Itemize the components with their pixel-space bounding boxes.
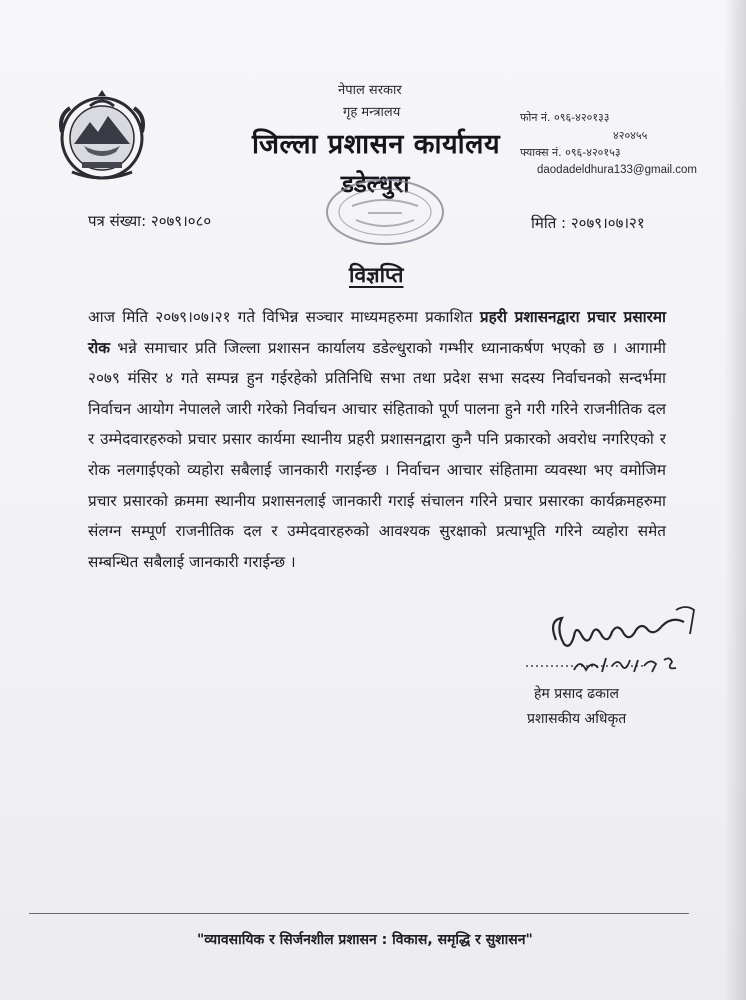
phone-number-2: ४२०४५५ bbox=[613, 129, 648, 142]
letter-number: पत्र संख्या: २०७९।०८० bbox=[88, 212, 212, 230]
notice-body-highlight: प्रहरी प्रशासनद्वारा प्रचार प्रसारमा रोक bbox=[88, 308, 666, 357]
district-name: डडेल्धुरा bbox=[341, 170, 410, 198]
notice-body bbox=[88, 302, 666, 577]
ministry-name: गृह मन्त्रालय bbox=[343, 105, 401, 120]
government-name: नेपाल सरकार bbox=[338, 83, 402, 98]
signatory-title: प्रशासकीय अधिकृत bbox=[527, 711, 627, 727]
letter-date: मिति : २०७९।०७।२१ bbox=[531, 214, 645, 232]
signatory-name: हेम प्रसाद ढकाल bbox=[534, 686, 619, 702]
notice-body-part2: भन्ने समाचार प्रति जिल्ला प्रशासन कार्यालय डडेल्धुराको गम्भीर ध्यानाकर्षण भएको छ । आगामी २०७९ मंसिर ४ गते सम्पन्न हुन गईरहेको प्रतिनिधि सभा तथा प्रदेश सभा सदस्य निर्वाचनको सन्दर्भमा निर्वाचन आयोग नेपालले जारी गरेको निर्वाचन आचार संहिताको पूर्ण पालना हुने गरी गरिने राजनीतिक दल र उम्मेदवारहरुको प्रचार प्रसार कार्यमा स्थानीय प्रहरी प्रशासनद्वारा कुनै पनि प्रकारको अवरोध नगरिएको र रोक नलगाईएको व्यहोरा सबैलाई जानकारी गराईन्छ । निर्वाचन आचार संहितामा व्यवस्था भए वमोजिम प्रचार प्रसारको क्रममा स्थानीय प्रशासनलाई जानकारी गराई संचालन गरिने प्रचार प्रसारका कार्यक्रमहरुमा संलग्न सम्पूर्ण राजनीतिक दल र उम्मेदवारहरुको आवश्यक सुरक्षाको प्रत्याभूति गरिने व्यहोरा समेत सम्बन्धित सबैलाई जानकारी गराईन्छ । bbox=[88, 338, 666, 571]
notice-body-part1: आज मिति २०७९।०७।२१ गते विभिन्न सञ्चार माध्यमहरुमा प्रकाशित bbox=[88, 308, 480, 326]
footer-divider bbox=[29, 913, 689, 914]
email-address: daodadeldhura133@gmail.com bbox=[537, 164, 698, 176]
fax-number: फ्याक्स नं. ०९६-४२०१५३ bbox=[520, 146, 621, 159]
page-edge-shadow bbox=[724, 0, 746, 1000]
handwritten-signature-icon bbox=[526, 600, 706, 680]
nepal-government-emblem-icon bbox=[52, 86, 152, 186]
footer-slogan: "व्यावसायिक र सिर्जनशील प्रशासन : विकास, समृद्धि र सुशासन" bbox=[197, 932, 533, 948]
office-stamp-icon bbox=[322, 176, 448, 248]
notice-title: विज्ञप्ति bbox=[349, 263, 404, 287]
phone-number: फोन नं. ०९६-४२०१३३ bbox=[520, 111, 610, 124]
office-name: जिल्ला प्रशासन कार्यालय bbox=[252, 129, 501, 160]
